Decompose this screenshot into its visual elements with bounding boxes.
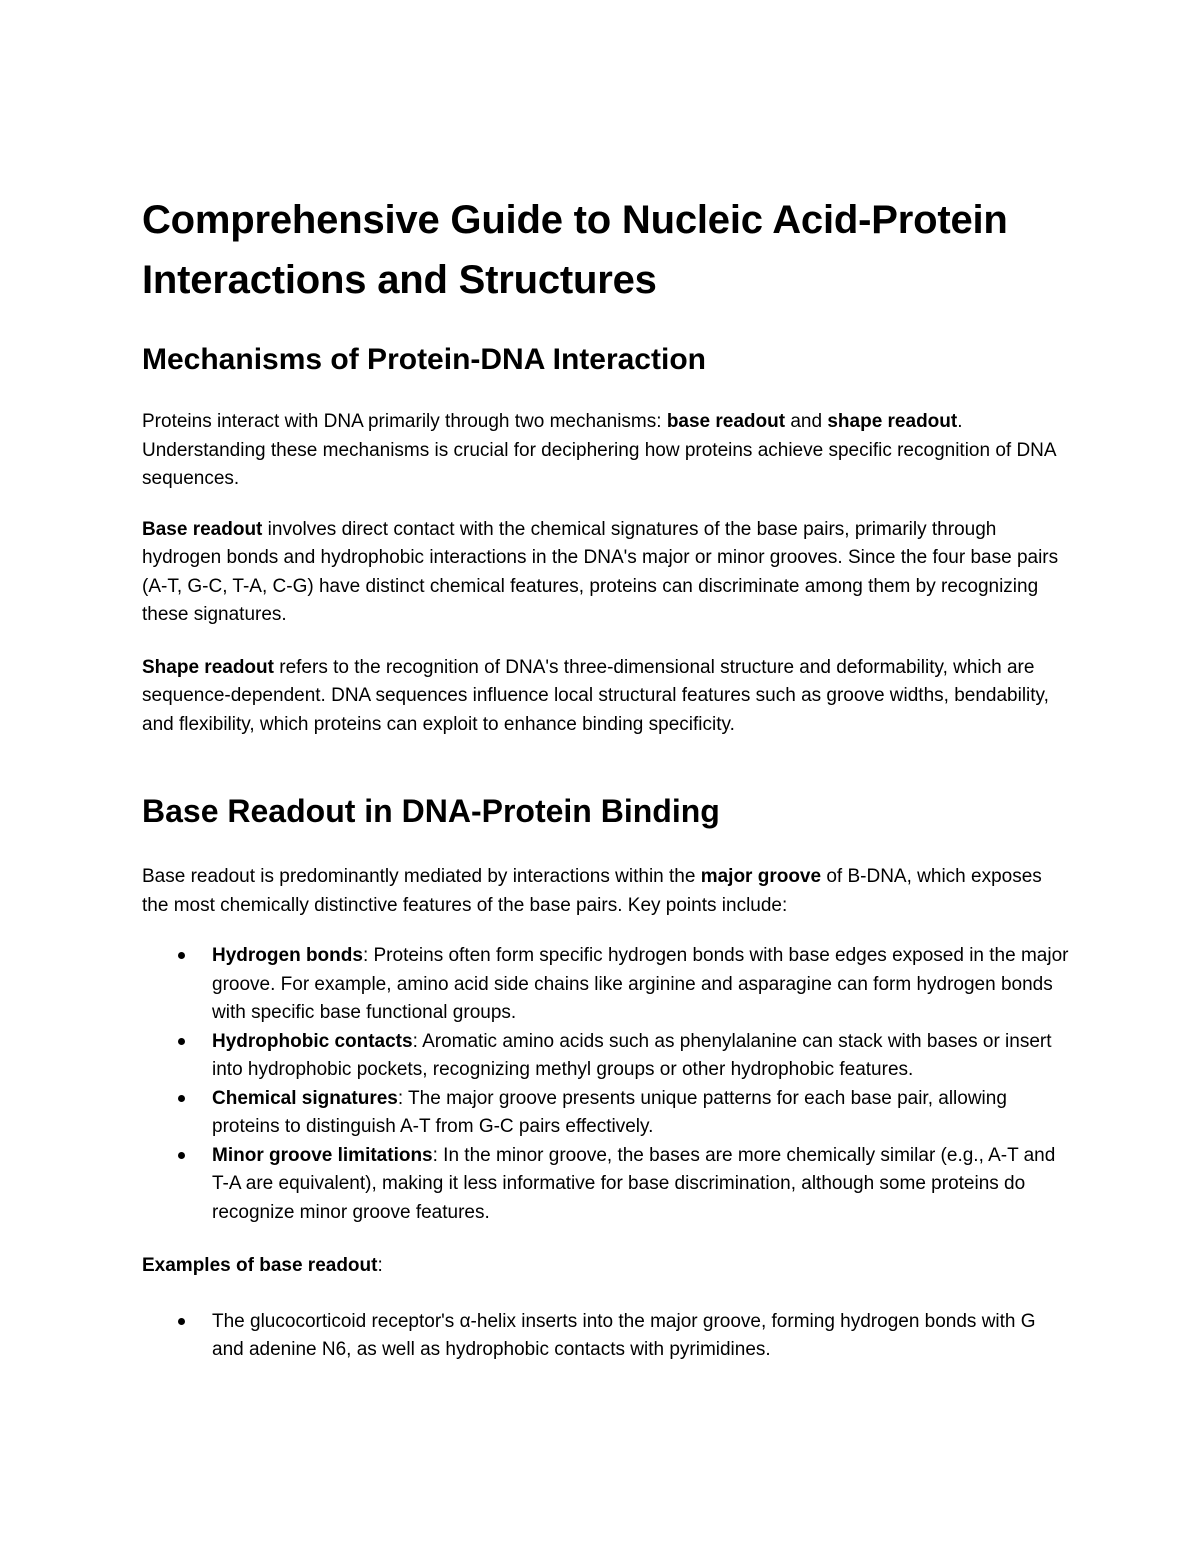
document-title: Comprehensive Guide to Nucleic Acid-Protein Interactions and Structures: [142, 198, 1008, 302]
bullet-icon: [178, 1152, 185, 1159]
list-item: [142, 1308, 1072, 1365]
point-text: : Aromatic amino acids such as phenylalanine can stack with bases or insert into hydrophobic pockets, recognizing methyl groups or other hydrophobic features.: [212, 1030, 1052, 1080]
point-term: Minor groove limitations: [212, 1144, 433, 1166]
point-text: : The major groove presents unique patterns for each base pair, allowing proteins to distinguish A-T from G-C pairs effectively.: [212, 1087, 1007, 1137]
intro-text-2: and: [785, 411, 828, 432]
bullet-icon: [178, 1318, 185, 1325]
intro-text-1: Proteins interact with DNA primarily through two mechanisms:: [142, 411, 667, 432]
bullet-icon: [178, 952, 185, 959]
s2-intro-text-1: Base readout is predominantly mediated by interactions within the: [142, 866, 701, 887]
examples-colon: :: [377, 1255, 383, 1276]
examples-label-paragraph: [142, 1252, 1072, 1281]
mechanisms-intro-paragraph: [142, 408, 1072, 494]
shape-readout-paragraph: [142, 654, 1072, 740]
bullet-icon: [178, 1038, 185, 1045]
list-item: [142, 1085, 1072, 1142]
point-text: : Proteins often form specific hydrogen bonds with base edges exposed in the major groove. For example, amino acid side chains like arginine and asparagine can form hydrogen bonds with specific base functional groups.: [212, 945, 1069, 1023]
base-readout-intro-paragraph: [142, 863, 1072, 920]
base-readout-paragraph: [142, 516, 1072, 630]
section-heading-mechanisms: Mechanisms of Protein-DNA Interaction: [142, 343, 706, 376]
document-page: [142, 190, 1072, 1390]
point-term: Chemical signatures: [212, 1087, 398, 1109]
base-readout-term: Base readout: [142, 518, 263, 540]
list-item: [142, 942, 1072, 1028]
s2-intro-text-2: of B-DNA, which exposes the most chemically distinctive features of the base pairs. Key points include:: [142, 866, 1042, 916]
examples-list: [142, 1308, 1072, 1365]
list-item: [142, 1028, 1072, 1085]
examples-label: Examples of base readout: [142, 1255, 378, 1276]
shape-readout-text: refers to the recognition of DNA's three-dimensional structure and deformability, which are sequence-dependent. DNA sequences influence local structural features such as groove widths, bendability, and flexibility, which proteins can exploit to enhance binding specificity.: [142, 656, 1049, 735]
list-item: [142, 1142, 1072, 1228]
point-text: : In the minor groove, the bases are more chemically similar (e.g., A-T and T-A are equivalent), making it less informative for base discrimination, although some proteins do recognize minor groove features.: [212, 1144, 1056, 1223]
s2-intro-bold-major-groove: major groove: [700, 866, 822, 887]
example-text: The glucocorticoid receptor's α-helix inserts into the major groove, forming hydrogen bonds with G and adenine N6, as well as hydrophobic contacts with pyrimidines.: [212, 1310, 1036, 1360]
intro-text-3: . Understanding these mechanisms is crucial for deciphering how proteins achieve specific recognition of DNA sequences.: [142, 411, 1056, 489]
point-term: Hydrogen bonds: [212, 945, 363, 966]
section-heading-base-readout: Base Readout in DNA-Protein Binding: [142, 793, 720, 829]
intro-bold-base-readout: base readout: [666, 411, 786, 432]
shape-readout-term: Shape readout: [142, 656, 274, 678]
bullet-icon: [178, 1095, 185, 1102]
point-term: Hydrophobic contacts: [212, 1030, 413, 1052]
key-points-list: [142, 942, 1072, 1227]
intro-bold-shape-readout: shape readout: [827, 411, 958, 432]
base-readout-text: involves direct contact with the chemical signatures of the base pairs, primarily through hydrogen bonds and hydrophobic interactions in the DNA's major or minor grooves. Since the four base pairs (A-T, G-C, T-A, C-G) have distinct chemical features, proteins can discriminate among them by recognizing these signatures.: [142, 518, 1059, 625]
